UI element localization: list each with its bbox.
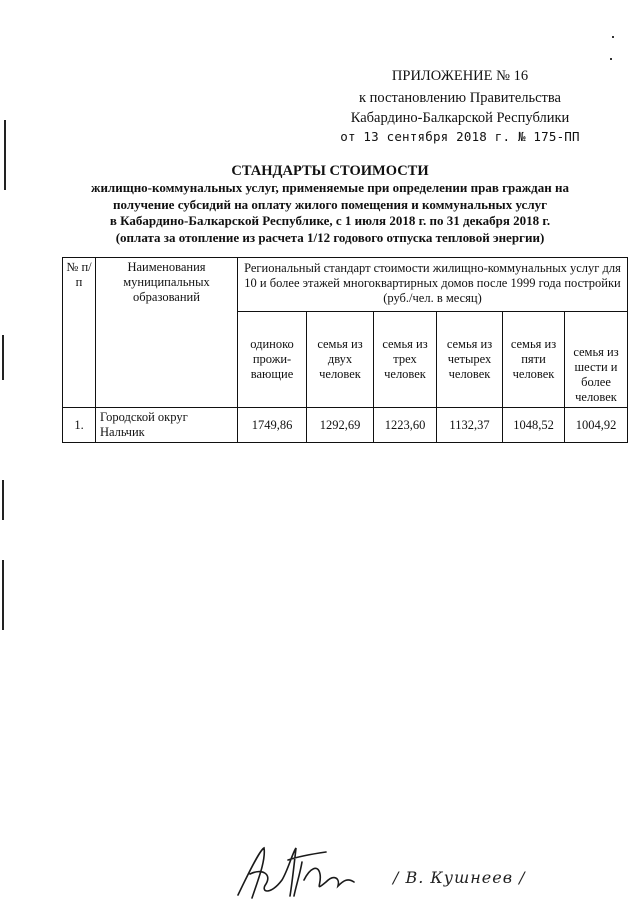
scan-mark [4, 120, 6, 190]
appendix-line-1: к постановлению Правительства [359, 90, 561, 106]
header-num: № п/п [63, 258, 96, 408]
scan-mark [2, 560, 4, 630]
row-num: 1. [63, 408, 96, 443]
header-standard-group: Региональный стандарт стоимости жилищно-коммунальных услуг для 10 и более этажей многоквартирных домов после 1999 года постройки (руб./чел. в месяц) [238, 258, 628, 312]
value-family-4: 1132,37 [437, 408, 503, 443]
scan-mark [2, 480, 4, 520]
scan-dot [612, 36, 614, 38]
header-family-5: семья из пяти человек [503, 312, 565, 408]
value-family-2: 1292,69 [307, 408, 374, 443]
handwritten-signature [230, 840, 380, 902]
scan-mark [2, 335, 4, 380]
subtitle-line-1: жилищно-коммунальных услуг, применяемые при определении прав граждан на [91, 180, 569, 195]
appendix-line-3: от 13 сентября 2018 г. № 175-ПП [340, 129, 580, 144]
appendix-line-2: Кабардино-Балкарской Республики [350, 110, 570, 126]
scan-dot [610, 58, 612, 60]
header-family-6: семья из шести и более человек [565, 312, 628, 408]
header-municipality: Наименования муниципальных образований [96, 258, 238, 408]
document-subtitle [70, 180, 590, 246]
header-family-4: семья из четырех человек [437, 312, 503, 408]
signature-name: / В. Кушнеев / [393, 868, 526, 887]
value-single: 1749,86 [238, 408, 307, 443]
document-title: СТАНДАРТЫ СТОИМОСТИ [231, 163, 429, 179]
value-family-5: 1048,52 [503, 408, 565, 443]
header-family-2: семья из двух человек [307, 312, 374, 408]
row-municipality: Городской округ Нальчик [96, 408, 238, 443]
table-row [63, 408, 628, 443]
header-family-3: семья из трех человек [374, 312, 437, 408]
subtitle-line-2: получение субсидий на оплату жилого помещения и коммунальных услуг [112, 196, 548, 212]
subtitle-line-4: (оплата за отопление из расчета 1/12 годового отпуска тепловой энергии) [115, 229, 545, 245]
standards-table [62, 257, 628, 443]
value-family-3: 1223,60 [374, 408, 437, 443]
value-family-6: 1004,92 [565, 408, 628, 443]
header-single: одиноко прожи- вающие [238, 312, 307, 408]
appendix-title: ПРИЛОЖЕНИЕ № 16 [391, 68, 529, 84]
subtitle-line-3: в Кабардино-Балкарской Республике, с 1 июля 2018 г. по 31 декабря 2018 г. [109, 213, 551, 228]
